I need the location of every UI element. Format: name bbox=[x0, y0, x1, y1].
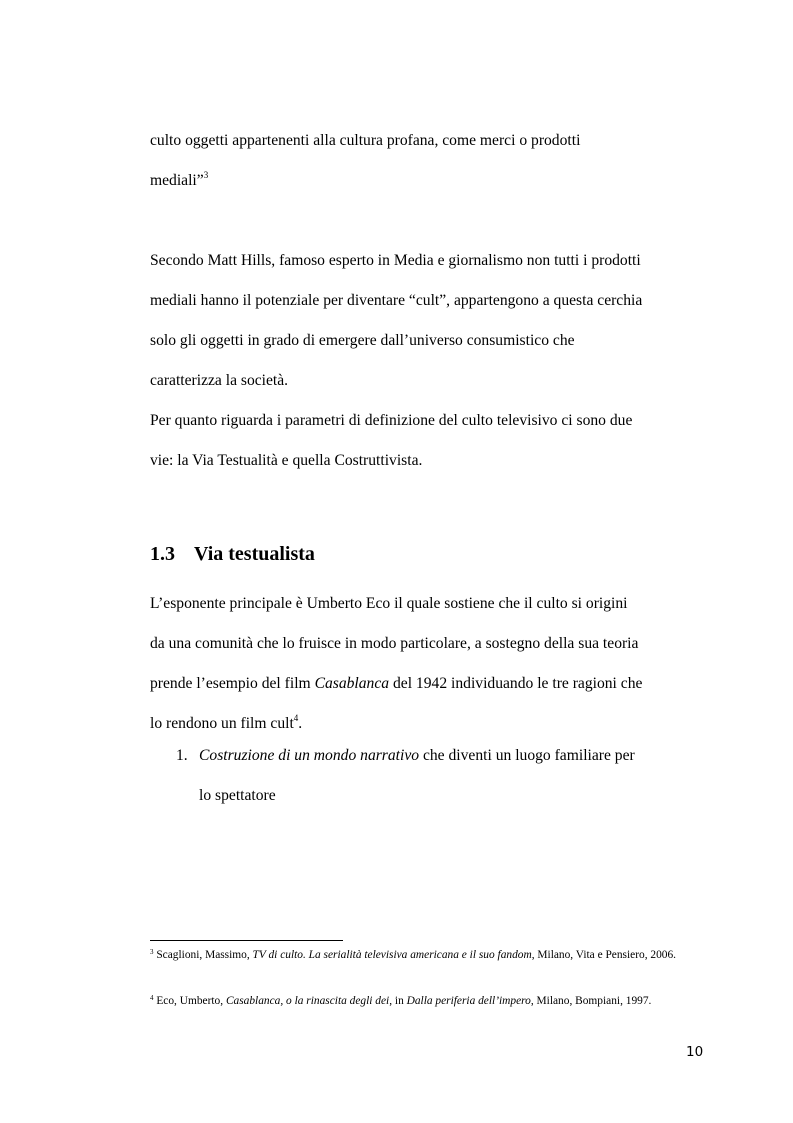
film-title-casablanca: Casablanca bbox=[314, 675, 390, 692]
page-number: 10 bbox=[686, 1044, 704, 1060]
paragraph-2-line-4: caratterizza la società. bbox=[150, 372, 289, 389]
footnote-separator bbox=[150, 940, 343, 941]
paragraph-1-line-2: mediali”$^3$ bbox=[150, 170, 209, 189]
paragraph-2-line-3: solo gli oggetti in grado di emergere dall’universo consumistico che bbox=[150, 332, 575, 349]
section-title: Via testualista bbox=[194, 543, 315, 565]
footnote-3: $^3$ Scaglioni, Massimo, TV di culto. La serialità televisiva americana e il suo fandom, Milano, Vita e Pensiero, 2006. bbox=[150, 948, 677, 961]
paragraph-1-line-1: culto oggetti appartenenti alla cultura profana, come merci o prodotti bbox=[150, 132, 581, 149]
section-heading bbox=[150, 543, 315, 566]
paragraph-2-line-2: mediali hanno il potenziale per diventare “cult”, appartengono a questa cerchia bbox=[150, 292, 643, 309]
paragraph-4-line-3: prende l’esempio del film Casablanca del 1942 individuando le tre ragioni che bbox=[150, 675, 643, 692]
paragraph-3-line-1: Per quanto riguarda i parametri di definizione del culto televisivo ci sono due bbox=[150, 412, 633, 429]
paragraph-4-line-4: lo rendono un film cult$^4$. bbox=[150, 713, 303, 732]
paragraph-3-line-2: vie: la Via Testualità e quella Costruttivista. bbox=[150, 452, 423, 469]
section-number: 1.3 bbox=[150, 543, 175, 565]
footnote-ref-4: 4 bbox=[293, 713, 299, 723]
paragraph-4-line-2: da una comunità che lo fruisce in modo particolare, a sostegno della sua teoria bbox=[150, 635, 639, 652]
paragraph-2-line-1: Secondo Matt Hills, famoso esperto in Media e giornalismo non tutti i prodotti bbox=[150, 252, 641, 269]
footnote-ref-3: 3 bbox=[203, 170, 209, 180]
paragraph-4-line-1: L’esponente principale è Umberto Eco il quale sostiene che il culto si origini bbox=[150, 595, 628, 612]
list-item: Costruzione di un mondo narrativo che diventi un luogo familiare per lo spettatore bbox=[199, 747, 635, 804]
list-marker: 1. bbox=[176, 747, 188, 764]
footnote-4: $^4$ Eco, Umberto, Casablanca, o la rinascita degli dei, in Dalla periferia dell’impero, Milano, Bompiani, 1997. bbox=[150, 994, 652, 1007]
